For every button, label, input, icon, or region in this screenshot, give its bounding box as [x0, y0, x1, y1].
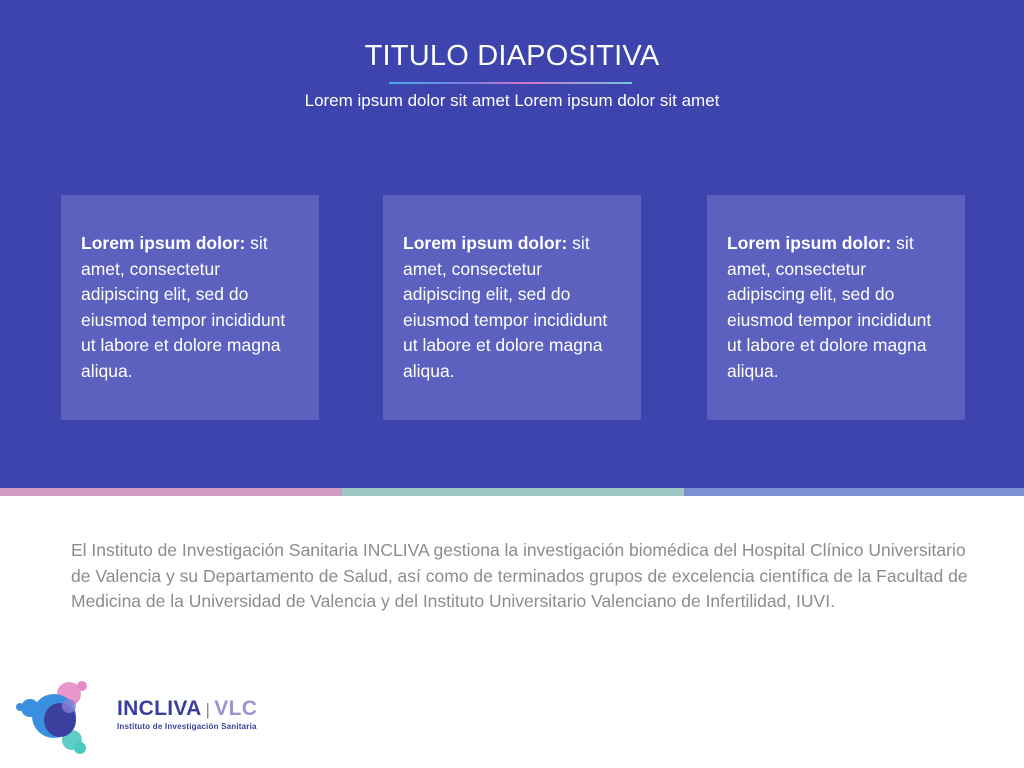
incliva-wordmark: [117, 697, 257, 721]
card-text: sit amet, consectetur adipiscing elit, sed do eiusmod tempor incididunt ut labore et dolore magna aliqua.: [81, 233, 286, 381]
logo-suffix: VLC: [214, 697, 258, 720]
logo-tagline: Instituto de Investigación Sanitaria: [117, 722, 257, 731]
card-text: sit amet, consectetur adipiscing elit, sed do eiusmod tempor incididunt ut labore et dolore magna aliqua.: [403, 233, 608, 381]
description-paragraph: El Instituto de Investigación Sanitaria INCLIVA gestiona la investigación biomédica del Hospital Clínico Universitario de Valencia y su Departamento de Salud, así como de terminados grupos de excelencia científica de la Facultad de Medicina de la Universidad de Valencia y del Instituto Universitario Valenciano de Infertilidad, IUVI.: [71, 540, 968, 611]
logo-name: INCLIVA: [117, 697, 202, 720]
card-heading: Lorem ipsum dolor:: [727, 233, 892, 253]
card-heading: Lorem ipsum dolor:: [403, 233, 568, 253]
slide-title: TITULO DIAPOSITIVA: [364, 40, 660, 72]
info-card: [383, 195, 641, 420]
title-underline: [389, 82, 632, 84]
divider-stripe-teal: [342, 488, 684, 496]
logo-separator: |: [205, 700, 211, 719]
info-card: [707, 195, 965, 420]
card-text: sit amet, consectetur adipiscing elit, sed do eiusmod tempor incididunt ut labore et dolore magna aliqua.: [727, 233, 932, 381]
incliva-blob-logo-icon: [14, 676, 90, 756]
card-heading: Lorem ipsum dolor:: [81, 233, 246, 253]
divider-stripe-pink: [0, 488, 342, 496]
info-card: [61, 195, 319, 420]
divider-stripe-blue: [684, 488, 1024, 496]
slide-subtitle: Lorem ipsum dolor sit amet Lorem ipsum dolor sit amet: [304, 91, 720, 110]
